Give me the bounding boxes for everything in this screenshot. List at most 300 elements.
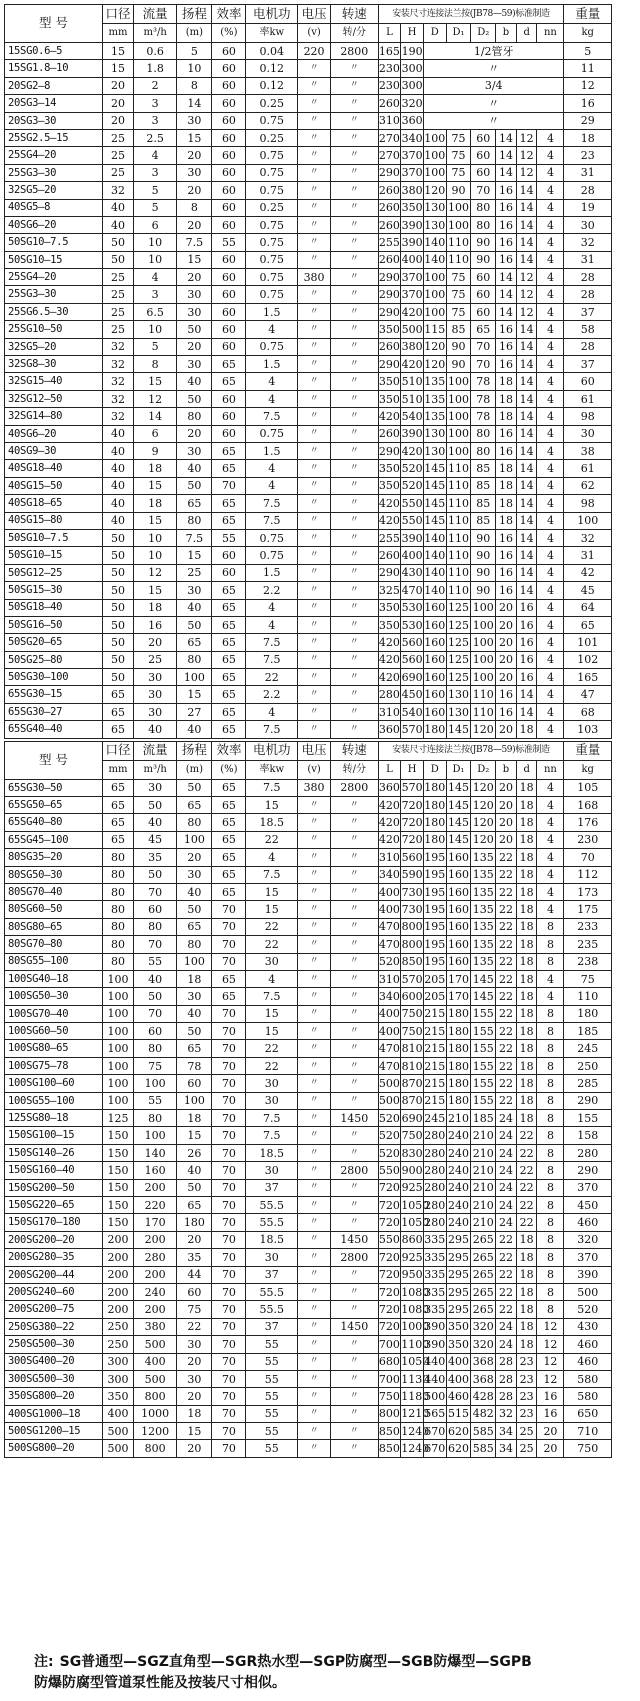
table-cell: 〃: [298, 1144, 331, 1161]
table-cell: 0.75: [246, 112, 298, 129]
table-cell: 〃: [331, 234, 378, 251]
table-cell: 160: [423, 703, 446, 720]
table-cell: 30: [246, 1249, 298, 1266]
table-cell: 18: [516, 721, 537, 738]
table-cell: 16: [537, 1405, 564, 1422]
table-cell: 〃: [298, 599, 331, 616]
table-cell: 〃: [298, 1040, 331, 1057]
table-cell: 60: [212, 547, 246, 564]
table-cell: 55: [246, 1388, 298, 1405]
table-cell: 18: [516, 970, 537, 987]
table-cell: 155: [471, 1057, 496, 1074]
table-row: [5, 129, 612, 146]
table-cell: 〃: [298, 164, 331, 181]
table-cell: 750: [564, 1440, 612, 1457]
table-cell: 〃: [331, 1092, 378, 1109]
table-cell: 4: [537, 634, 564, 651]
table-cell: 62: [564, 477, 612, 494]
table-cell: 75: [446, 303, 471, 320]
table-cell: 55.5: [246, 1197, 298, 1214]
table-cell: 25: [103, 164, 134, 181]
table-cell: 22: [516, 1162, 537, 1179]
table-cell: 78: [471, 408, 496, 425]
table-cell: 4: [537, 529, 564, 546]
table-cell: 350: [378, 373, 401, 390]
table-cell: 70: [212, 1266, 246, 1283]
table-cell: 18: [496, 373, 517, 390]
table-cell: 〃: [331, 721, 378, 738]
table-cell: 900: [401, 1162, 424, 1179]
col-voltage-header: 电压: [298, 741, 331, 760]
table-cell: 4: [537, 477, 564, 494]
table-cell: 440: [423, 1353, 446, 1370]
table-cell: 80: [471, 216, 496, 233]
table-cell: 0.75: [246, 147, 298, 164]
table-cell: 80: [134, 1110, 177, 1127]
table-cell: 280: [564, 1144, 612, 1161]
col-flow-header: 流量: [134, 741, 177, 760]
table-cell: 64: [564, 599, 612, 616]
table-cell: 112: [564, 866, 612, 883]
table-cell: 68: [564, 703, 612, 720]
table-cell: 80: [103, 936, 134, 953]
table-cell: 〃: [298, 1266, 331, 1283]
col-power-header: 电机功: [246, 5, 298, 24]
table-cell: 18: [516, 1336, 537, 1353]
table-cell: 1000: [401, 1318, 424, 1335]
table-row: [5, 703, 612, 720]
table-cell: 20: [496, 616, 517, 633]
table-cell: 50: [103, 547, 134, 564]
table-cell: 16: [496, 442, 517, 459]
table-cell: 〃: [331, 703, 378, 720]
table-cell: 540: [401, 408, 424, 425]
table-row: [5, 1179, 612, 1196]
table-cell: 14: [516, 408, 537, 425]
table-cell: 15: [177, 251, 212, 268]
table-cell: 300: [401, 77, 424, 94]
table-cell: 20: [177, 1440, 212, 1457]
table-cell: 22: [496, 1040, 517, 1057]
table-cell: 〃: [298, 1388, 331, 1405]
table-cell: 560: [401, 651, 424, 668]
model-cell: 20SG3—14: [5, 95, 103, 112]
table-cell: 115: [423, 321, 446, 338]
table-cell: 16: [496, 216, 517, 233]
table-cell: 65: [177, 918, 212, 935]
table-cell: 65: [212, 599, 246, 616]
table-cell: 180: [423, 814, 446, 831]
table-cell: 235: [564, 936, 612, 953]
table-cell: 40: [103, 460, 134, 477]
table-cell: 3: [134, 164, 177, 181]
model-cell: 50SG25—80: [5, 651, 103, 668]
model-cell: 20SG3—30: [5, 112, 103, 129]
model-cell: 15SG1.8—10: [5, 60, 103, 77]
table-cell: 100: [103, 1057, 134, 1074]
table-cell: 155: [471, 1005, 496, 1022]
table-cell: 350: [446, 1318, 471, 1335]
table-cell: 7.5: [246, 866, 298, 883]
table-cell: 65: [212, 866, 246, 883]
table-cell: 60: [471, 286, 496, 303]
table-cell: 30: [177, 1370, 212, 1387]
table-cell: 135: [423, 408, 446, 425]
table-cell: 210: [471, 1179, 496, 1196]
table-cell: 65: [212, 356, 246, 373]
table-cell: 7.5: [246, 1110, 298, 1127]
table-cell: 290: [564, 1162, 612, 1179]
table-cell: 368: [471, 1370, 496, 1387]
table-cell: 400: [378, 1005, 401, 1022]
col-power-header: 电机功: [246, 741, 298, 760]
table-cell: 1.5: [246, 564, 298, 581]
table-cell: 140: [423, 582, 446, 599]
table-cell: 102: [564, 651, 612, 668]
table-cell: 65: [212, 779, 246, 796]
col-weight-unit: kg: [564, 24, 612, 43]
table-cell: 25: [103, 147, 134, 164]
table-cell: 280: [423, 1144, 446, 1161]
table-cell: 30: [246, 1162, 298, 1179]
table-row: [5, 1092, 612, 1109]
table-cell: 7.5: [246, 651, 298, 668]
table-cell: 4: [537, 721, 564, 738]
table-cell: 30: [564, 425, 612, 442]
table-cell: 22: [496, 1092, 517, 1109]
model-cell: 100SG60—50: [5, 1023, 103, 1040]
table-cell: 8: [537, 1110, 564, 1127]
table-cell: 240: [446, 1144, 471, 1161]
table-cell: 27: [177, 703, 212, 720]
table-cell: 28: [564, 182, 612, 199]
table-cell: 100: [177, 669, 212, 686]
table-cell: 70: [212, 1005, 246, 1022]
model-cell: 40SG18—65: [5, 495, 103, 512]
table-cell: 4: [537, 182, 564, 199]
table-cell: 560: [401, 634, 424, 651]
table-cell: 〃: [331, 147, 378, 164]
table-cell: 160: [446, 901, 471, 918]
table-cell: 145: [446, 797, 471, 814]
table-cell: 325: [378, 582, 401, 599]
table-cell: 〃: [298, 866, 331, 883]
table-cell: 〃: [331, 901, 378, 918]
table-cell: 〃: [298, 1092, 331, 1109]
table-cell: 60: [212, 564, 246, 581]
table-cell: 155: [564, 1110, 612, 1127]
table-cell: 20: [103, 77, 134, 94]
table-cell: 4: [537, 564, 564, 581]
table-cell: 150: [103, 1214, 134, 1231]
table-cell: 16: [496, 547, 517, 564]
table-row: [5, 1023, 612, 1040]
table-cell: 〃: [331, 1301, 378, 1318]
table-row: [5, 988, 612, 1005]
table-cell: 205: [423, 988, 446, 1005]
table-cell: 14: [516, 234, 537, 251]
table-cell: 23: [516, 1353, 537, 1370]
table-cell: 30: [177, 286, 212, 303]
table-cell: 23: [516, 1405, 537, 1422]
table-cell: 30: [177, 988, 212, 1005]
table-cell: 100: [471, 651, 496, 668]
table-cell: 10: [134, 251, 177, 268]
table-cell: 155: [471, 1075, 496, 1092]
col-voltage-unit: (v): [298, 760, 331, 779]
table-cell: 12: [537, 1353, 564, 1370]
table-cell: 16: [496, 251, 517, 268]
table-row: [5, 797, 612, 814]
table-cell: 145: [471, 970, 496, 987]
table-cell: 120: [423, 182, 446, 199]
table-cell: 10: [134, 529, 177, 546]
col-dim-header: H: [401, 24, 424, 43]
table-cell: 175: [564, 901, 612, 918]
table-cell: 75: [446, 269, 471, 286]
table-row: [5, 1370, 612, 1387]
table-cell: 60: [212, 60, 246, 77]
table-cell: 210: [446, 1110, 471, 1127]
table-cell: 65: [212, 988, 246, 1005]
table-cell: 7.5: [177, 234, 212, 251]
table-cell: 90: [446, 338, 471, 355]
table-cell: 500: [103, 1423, 134, 1440]
table-cell: 20: [177, 425, 212, 442]
table-cell: 400: [401, 251, 424, 268]
table-cell: 1000: [134, 1405, 177, 1422]
table-cell: 210: [471, 1162, 496, 1179]
table-cell: 78: [177, 1057, 212, 1074]
table-cell: 4: [537, 408, 564, 425]
table-row: [5, 164, 612, 181]
table-cell: 4: [537, 234, 564, 251]
table-cell: 4: [537, 582, 564, 599]
table-cell: 〃: [331, 1405, 378, 1422]
table-cell: 70: [134, 936, 177, 953]
table-cell: 720: [378, 1266, 401, 1283]
table-cell: 70: [212, 1336, 246, 1353]
table-cell: 〃: [331, 112, 378, 129]
table-cell: 40: [103, 216, 134, 233]
table-cell: 1130: [401, 1370, 424, 1387]
table-cell: 8: [134, 356, 177, 373]
table-cell: 22: [516, 1197, 537, 1214]
table-cell: 420: [378, 669, 401, 686]
table-cell: 16: [496, 686, 517, 703]
table-cell: 30: [177, 112, 212, 129]
table-cell: 1.5: [246, 303, 298, 320]
table-cell: 22: [496, 1231, 517, 1248]
table-cell: 18: [516, 1318, 537, 1335]
table-cell: 12: [516, 303, 537, 320]
table-cell: 50: [177, 1023, 212, 1040]
table-cell: 400: [401, 547, 424, 564]
table-cell: 1450: [331, 1110, 378, 1127]
table-cell: 65: [212, 703, 246, 720]
table-cell: 280: [134, 1249, 177, 1266]
model-cell: 50SG12—25: [5, 564, 103, 581]
table-cell: 100: [423, 303, 446, 320]
table-cell: 750: [401, 1005, 424, 1022]
table-cell: 250: [564, 1057, 612, 1074]
table-cell: 140: [134, 1144, 177, 1161]
table-cell: 〃: [298, 814, 331, 831]
table-cell: 8: [537, 1023, 564, 1040]
table-cell: 210: [471, 1197, 496, 1214]
table-cell: 〃: [331, 77, 378, 94]
table-cell: 550: [401, 495, 424, 512]
table-cell: 8: [537, 1197, 564, 1214]
table-cell: 14: [516, 582, 537, 599]
table-cell: 290: [564, 1092, 612, 1109]
table-cell: 〃: [331, 408, 378, 425]
table-cell: 〃: [298, 1336, 331, 1353]
table-cell: 350: [378, 321, 401, 338]
table-cell: 2800: [331, 1162, 378, 1179]
table-cell: 15: [177, 129, 212, 146]
table-cell: 〃: [331, 1388, 378, 1405]
table-cell: 〃: [298, 303, 331, 320]
table-cell: 200: [134, 1301, 177, 1318]
table-cell: 70: [212, 1231, 246, 1248]
model-cell: 80SG60—50: [5, 901, 103, 918]
table-cell: 〃: [331, 1283, 378, 1300]
table-cell: 110: [446, 547, 471, 564]
table-cell: 500: [378, 1075, 401, 1092]
table-cell: 4: [537, 269, 564, 286]
table-cell: 16: [516, 651, 537, 668]
model-cell: 50SG10—15: [5, 251, 103, 268]
model-cell: 40SG6—20: [5, 425, 103, 442]
model-cell: 100SG100—60: [5, 1075, 103, 1092]
table-cell: 870: [401, 1075, 424, 1092]
table-cell: 100: [423, 286, 446, 303]
table-cell: 720: [378, 1214, 401, 1231]
table-cell: 50: [103, 669, 134, 686]
model-cell: 125SG80—18: [5, 1110, 103, 1127]
table-cell: 4: [537, 901, 564, 918]
table-cell: 295: [446, 1231, 471, 1248]
table-cell: 80: [177, 512, 212, 529]
table-cell: 295: [446, 1301, 471, 1318]
table-cell: 260: [378, 425, 401, 442]
table-cell: 50: [134, 866, 177, 883]
table-cell: 〃: [331, 866, 378, 883]
table-cell: 420: [378, 634, 401, 651]
table-cell: 240: [446, 1179, 471, 1196]
table-cell: 〃: [298, 883, 331, 900]
table-cell: 145: [471, 988, 496, 1005]
table-cell: 18: [516, 866, 537, 883]
table-cell: 5: [134, 338, 177, 355]
table-row: [5, 564, 612, 581]
table-cell: 8: [537, 953, 564, 970]
table-cell: 70: [212, 918, 246, 935]
table-cell: 40: [103, 199, 134, 216]
model-cell: 500SG1200—15: [5, 1423, 103, 1440]
table-cell: 30: [177, 582, 212, 599]
table-cell: 800: [378, 1405, 401, 1422]
table-cell: 〃: [331, 1040, 378, 1057]
model-cell: 200SG200—20: [5, 1231, 103, 1248]
table-cell: 370: [564, 1249, 612, 1266]
table-cell: 〃: [331, 599, 378, 616]
table-cell: 55: [134, 953, 177, 970]
col-dim-header: D₂: [471, 24, 496, 43]
table-cell: 135: [471, 936, 496, 953]
table-cell: 〃: [331, 164, 378, 181]
table-cell: 31: [564, 251, 612, 268]
table-cell: 70: [212, 1197, 246, 1214]
table-cell: 60: [471, 129, 496, 146]
table-cell: 150: [103, 1127, 134, 1144]
table-cell: 60: [177, 1075, 212, 1092]
table-cell: 22: [496, 953, 517, 970]
col-diameter-header: 口径: [103, 741, 134, 760]
table-cell: 8: [537, 1162, 564, 1179]
table-cell: 40: [134, 814, 177, 831]
col-dim-header: b: [496, 24, 517, 43]
table-cell: 210: [471, 1144, 496, 1161]
table-cell: 420: [378, 512, 401, 529]
model-cell: 50SG10—7.5: [5, 234, 103, 251]
table-cell: 155: [471, 1023, 496, 1040]
table-cell: 110: [446, 477, 471, 494]
table-cell: 65: [103, 831, 134, 848]
table-cell: 370: [401, 164, 424, 181]
table-cell: 30: [177, 866, 212, 883]
table-cell: 100: [446, 199, 471, 216]
table-row: [5, 1388, 612, 1405]
table-cell: 24: [496, 1144, 517, 1161]
table-cell: 70: [471, 356, 496, 373]
table-cell: 14: [516, 495, 537, 512]
table-cell: 255: [378, 529, 401, 546]
table-cell: 28: [564, 269, 612, 286]
table-cell: 0.75: [246, 234, 298, 251]
table-cell: 4: [246, 599, 298, 616]
table-cell: 2: [134, 77, 177, 94]
table-cell: 28: [496, 1353, 517, 1370]
table-cell: 40: [103, 512, 134, 529]
table-cell: 70: [212, 1162, 246, 1179]
model-cell: 250SG500—30: [5, 1336, 103, 1353]
col-install-header: 安装尺寸连接法兰按(JB78—59)标准制造: [378, 741, 564, 760]
table-cell: 570: [401, 779, 424, 796]
table-cell: 290: [378, 164, 401, 181]
table-cell: 18: [516, 901, 537, 918]
table-cell: 22: [516, 1144, 537, 1161]
table-cell: 22: [496, 883, 517, 900]
table-cell: 2800: [331, 1249, 378, 1266]
table-row: [5, 1005, 612, 1022]
table-cell: 8: [537, 1075, 564, 1092]
table-cell: 4: [537, 814, 564, 831]
table-cell: 37: [564, 303, 612, 320]
table-cell: 300: [103, 1370, 134, 1387]
table-cell: 5: [177, 43, 212, 60]
table-cell: 280: [423, 1197, 446, 1214]
table-cell: 515: [446, 1405, 471, 1422]
table-row: [5, 1162, 612, 1179]
table-cell: 30: [246, 1092, 298, 1109]
table-cell: 〃: [331, 425, 378, 442]
table-cell: 18: [516, 1005, 537, 1022]
table-row: [5, 321, 612, 338]
table-cell: 100: [177, 1092, 212, 1109]
table-row: [5, 1336, 612, 1353]
